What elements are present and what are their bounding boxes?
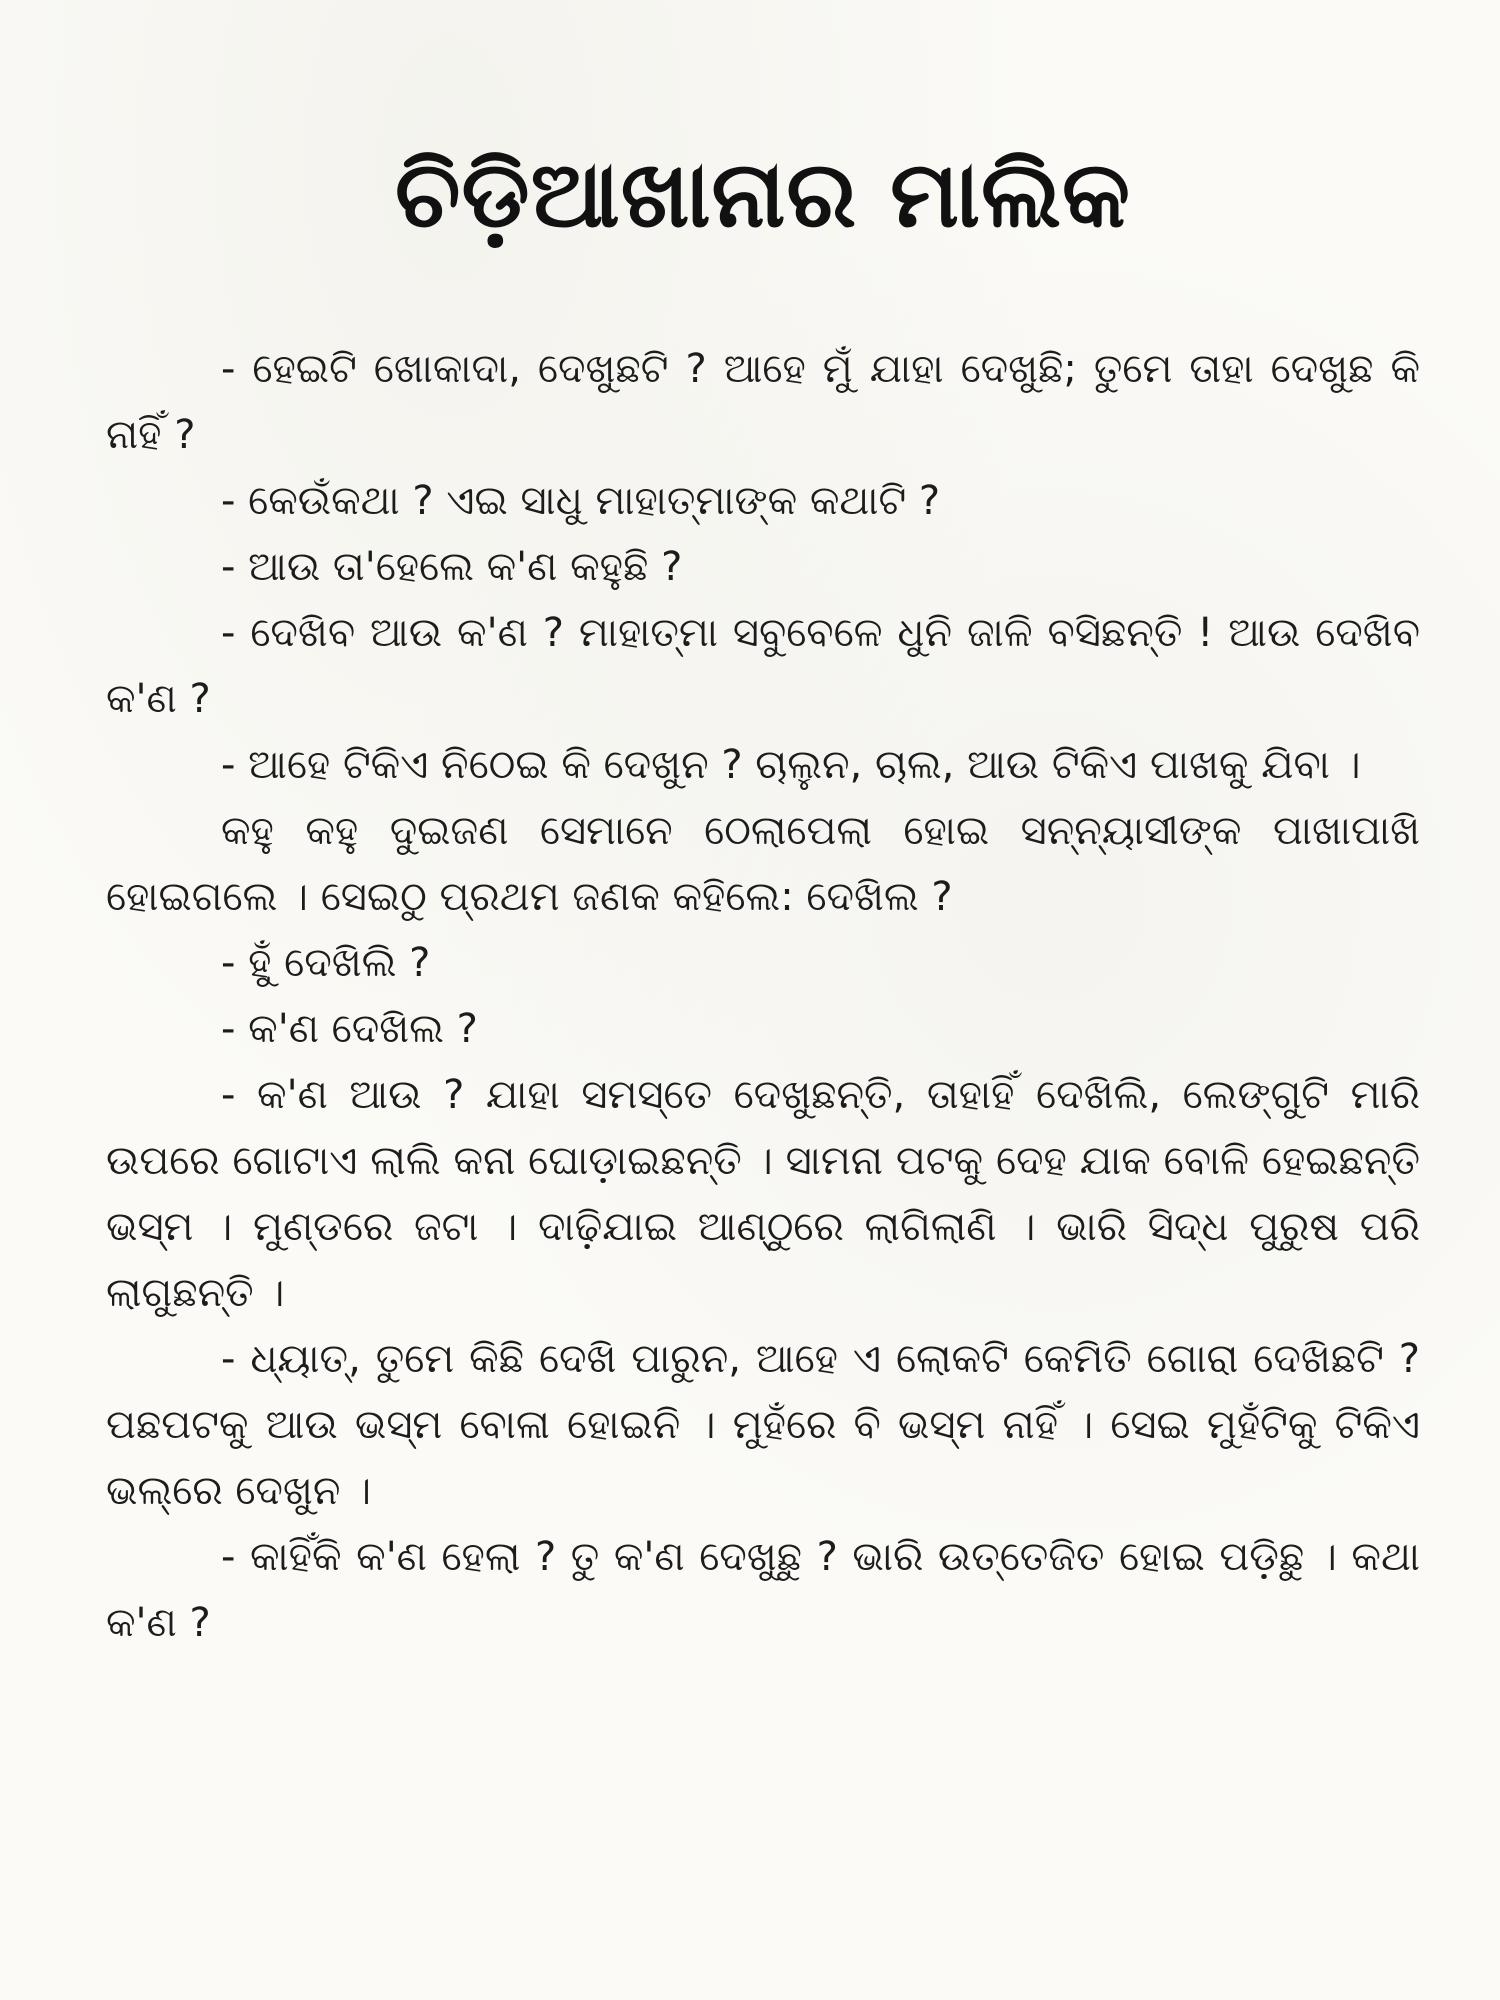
paragraph-9: - କ'ଣ ଆଉ ? ଯାହା ସମସ୍ତେ ଦେଖୁଛନ୍ତି, ତାହାହିଁ ଦେଖିଲି, ଲେଙ୍ଗୁଟି ମାରି ଉପରେ ଗୋଟାଏ ଲାଲି କନା ଘୋଡ଼ାଇଛନ୍ତି । ସାମନା ପଟକୁ ଦେହ ଯାକ ବୋଳି ହେଇଛନ୍ତି ଭସ୍ମ । ମୁଣ୍ଡରେ ଜଟା । ଦାଢ଼ିଯାଇ ଆଣ୍ଠୁରେ ଲାଗିଲାଣି । ଭାରି ସିଦ୍ଧ ପୁରୁଷ ପରି ଲାଗୁଛନ୍ତି । — [106, 1072, 1420, 1317]
paragraph-5: - ଆହେ ଟିକିଏ ନିଠେଇ କି ଦେଖୁନ ? ଚାଲୁନ, ଚାଲ, ଆଉ ଟିକିଏ ପାଖକୁ ଯିବା । — [221, 742, 1361, 789]
paragraph-7: - ହୁଁ ଦେଖିଲି ? — [221, 940, 431, 987]
page-title: ଚିଡ଼ିଆଖାନାର ମାଲିକ — [395, 141, 1131, 248]
paragraph-3: - ଆଉ ତା'ହେଲେ କ'ଣ କହୁଛି ? — [221, 544, 683, 591]
paragraph-8: - କ'ଣ ଦେଖିଲ ? — [221, 1006, 478, 1053]
paragraph-1: - ହେଇଟି ଖୋକାଦା, ଦେଖୁଛଟି ? ଆହେ ମୁଁ ଯାହା ଦେଖୁଛି; ତୁମେ ତାହା ଦେଖୁଛ କି ନାହିଁ ? — [106, 346, 1420, 459]
paragraph-4: - ଦେଖିବ ଆଉ କ'ଣ ? ମାହାତ୍ମା ସବୁବେଳେ ଧୁନି ଜାଳି ବସିଛନ୍ତି ! ଆଉ ଦେଖିବ କ'ଣ ? — [106, 610, 1420, 723]
story-body — [106, 336, 1420, 1656]
paragraph-6: କହୁ କହୁ ଦୁଇଜଣ ସେମାନେ ଠେଲାପେଲା ହୋଇ ସନ୍ନ୍ୟାସୀଙ୍କ ପାଖାପାଖି ହୋଇଗଲେ । ସେଇଠୁ ପ୍ରଥମ ଜଣକ କହିଲେ: ଦେଖିଲ ? — [106, 808, 1420, 921]
paragraph-10: - ଧ୍ୟାତ୍, ତୁମେ କିଛି ଦେଖି ପାରୁନ, ଆହେ ଏ ଲୋକଟି କେମିତି ଗୋରା ଦେଖିଛଟି ? ପଛପଟକୁ ଆଉ ଭସ୍ମ ବୋଳା ହୋଇନି । ମୁହଁରେ ବି ଭସ୍ମ ନାହିଁ । ସେଇ ମୁହଁଟିକୁ ଟିକିଏ ଭଲ୍‌ରେ ଦେଖୁନ । — [106, 1336, 1421, 1515]
paragraph-2: - କେଉଁକଥା ? ଏଇ ସାଧୁ ମାହାତ୍ମାଙ୍କ କଥାଟି ? — [221, 478, 941, 525]
paragraph-11: - କାହିଁକି କ'ଣ ହେଲା ? ତୁ କ'ଣ ଦେଖୁଛୁ ? ଭାରି ଉତ୍ତେଜିତ ହୋଇ ପଡ଼ିଛୁ । କଥା କ'ଣ ? — [106, 1534, 1420, 1647]
